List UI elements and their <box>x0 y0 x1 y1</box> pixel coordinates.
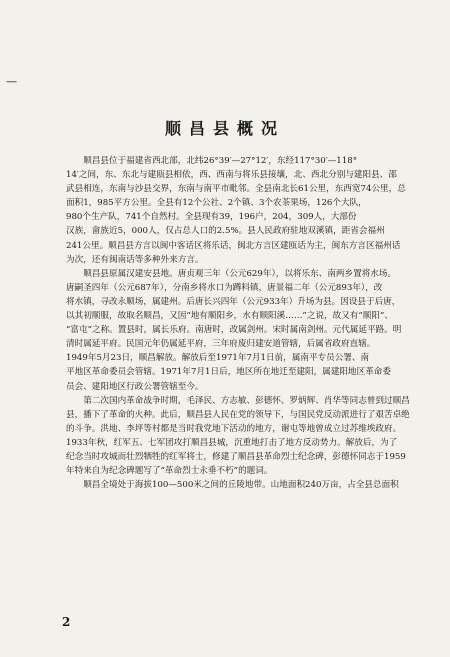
paragraph-line: 以其初顺服，故取名顺昌，又因“地有顺阳乡，水有顺阳溪……”之说，故又有“顺阳”、 <box>66 311 393 322</box>
paragraph-line: 纪念当时攻城而壮烈牺牲的红军将士，修建了顺昌县革命烈士纪念碑，彭德怀同志于1959 <box>66 451 406 462</box>
paragraph <box>66 394 414 479</box>
paragraph-line: 县，播下了革命的火种。此后，顺昌县人民在党的领导下，与国民党反动派进行了艰苦卓绝 <box>66 409 410 420</box>
paragraph <box>66 267 414 394</box>
paragraph-line: 1949年5月23日，顺昌解放。解放后至1971年7月1日前，属南平专员公署、南 <box>66 353 370 364</box>
paragraph-line: 将水镇，寻改永顺场，属建州。后唐长兴四年（公元933年）升场为县。因设县于后唐， <box>66 296 401 307</box>
paragraph-line: 年特来自为纪念碑题写了“革命烈士永垂不朽”的题词。 <box>66 466 273 477</box>
paragraph-line: 980个生产队，741个自然村。全县现有39，196户，204，309人，大部份 <box>66 212 357 223</box>
paragraph <box>66 478 414 492</box>
paragraph-line: 顺昌全境处于海拔100—500米之间的丘陵地带。山地面积240万亩，占全县总面积 <box>83 480 399 491</box>
paragraph-line: 平地区革命委员会管辖。1971年7月1日后，地区所在地迁至建阳，属建阳地区革命委 <box>66 367 391 378</box>
paragraph-line: 为次，还有闽南话等多种外来方言。 <box>66 254 204 265</box>
paragraph-line: 1933年秋，红军五、七军团攻打顺昌县城，沉重地打击了地方反动势力。解放后，为了 <box>66 437 398 448</box>
paragraph-line: 清时属延平府。民国元年仍属延平府，三年府废归建安道管辖，后属省政府直辖。 <box>66 339 376 350</box>
page-number: 2 <box>62 615 71 629</box>
paragraph-line: 唐嗣圣四年（公元687年），分南乡将水口为蹲料镇，唐景福二年（公元893年），改 <box>66 282 383 293</box>
body-text <box>66 154 414 492</box>
paragraph-line: 面积1，985平方公里。全县有12个公社、2个镇、3个农茶果场，126个大队， <box>66 198 367 209</box>
paragraph-line: 的斗争。洪地、李坪等村都是当时我党地下活动的地方，谢屯等地曾成立过苏维埃政府。 <box>66 423 402 434</box>
paragraph-line: 第二次国内革命战争时期，毛泽民、方志敏、彭德怀、罗炳辉、肖华等同志曾到过顺昌 <box>83 395 410 406</box>
paragraph-line: 14′之间，东、东北与建瓯县相依，西、西南与将乐县接壤，北、西北分别与建阳县、邵 <box>66 170 397 181</box>
paragraph-line: 武县相连，东南与沙县交界，东南与南平市毗邻。全县南北长61公里，东西宽74公里，总 <box>66 184 406 195</box>
paragraph-line: 汉族，畲族近5，000人，仅占总人口的2.5%。县人民政府驻地双溪镇，距省会福州 <box>66 226 385 237</box>
paragraph-line: 241公里。顺昌县方言以闽中客话区将乐话，闽北方言区建瓯话为主，闽东方言区福州话 <box>66 240 401 251</box>
page-title: 顺昌县概况 <box>164 119 285 138</box>
paragraph-line: 顺昌县原属汉建安县地。唐贞观三年（公元629年），以将乐东、南两乡置将水场。 <box>83 268 397 279</box>
paragraph-line: “富屯”之称。置县时，属长乐府。南唐时，改属剑州。宋时属南剑州。元代属延平路。明 <box>66 325 402 336</box>
paragraph <box>66 154 414 267</box>
paragraph-line: 顺昌县位于福建省西北部，北纬26°39′—27°12′，东经117°30′—118° <box>83 156 357 166</box>
paragraph-line: 员会、建阳地区行政公署管辖至今。 <box>66 381 204 392</box>
margin-scan-mark: — <box>6 75 17 88</box>
